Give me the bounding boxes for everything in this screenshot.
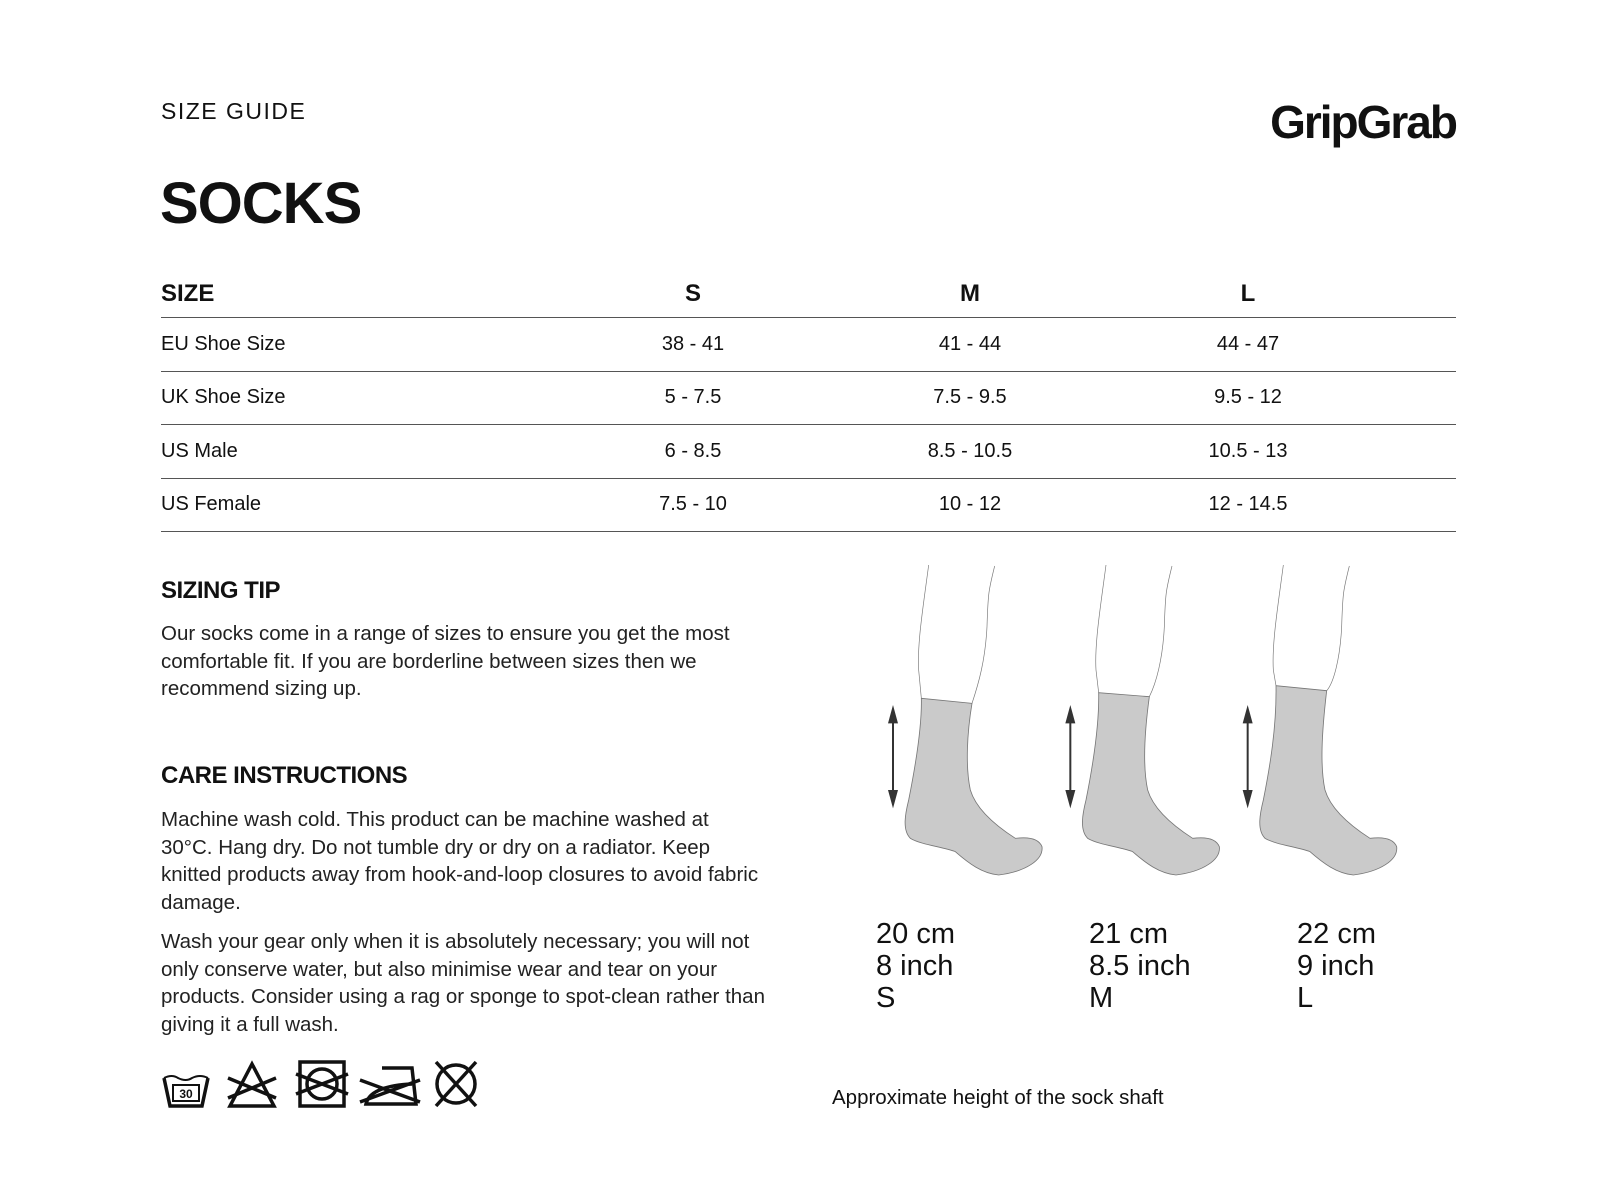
table-row: [161, 479, 1456, 533]
row-value: 44 - 47: [1216, 332, 1280, 355]
page-title: SOCKS: [160, 171, 362, 236]
height-arrow-icon: [1065, 705, 1075, 808]
height-arrow-icon: [888, 705, 898, 808]
row-label: US Female: [161, 493, 262, 516]
row-label: EU Shoe Size: [161, 332, 286, 355]
row-value: 9.5 - 12: [1214, 386, 1282, 409]
shaft-inch: 8 inch: [876, 950, 954, 982]
wash-30-icon: [164, 1076, 208, 1106]
row-value: 7.5 - 9.5: [933, 386, 1007, 409]
size-table: [161, 270, 1456, 532]
no-dry-clean-icon: [436, 1062, 476, 1106]
no-bleach-icon: [228, 1064, 276, 1106]
care-icons: [160, 1058, 500, 1114]
sizing-tip-heading: SIZING TIP: [161, 577, 281, 604]
row-label: US Male: [161, 439, 238, 462]
row-value: 7.5 - 10: [659, 493, 727, 516]
row-value: 41 - 44: [938, 332, 1002, 355]
care-heading: CARE INSTRUCTIONS: [161, 762, 408, 789]
header-s: S: [684, 279, 701, 307]
header-m: M: [960, 279, 980, 307]
row-value: 38 - 41: [661, 332, 725, 355]
shaft-inch: 8.5 inch: [1089, 950, 1191, 982]
svg-text:30: 30: [179, 1087, 193, 1101]
row-value: 8.5 - 10.5: [927, 439, 1013, 462]
shaft-cm: 21 cm: [1089, 918, 1168, 950]
section-label: SIZE GUIDE: [161, 98, 307, 124]
table-row: [161, 372, 1456, 426]
sizing-tip-text: Our socks come in a range of sizes to ensure you get the most comfortable fit. If you are borderline between sizes then we recommend sizing up.: [161, 622, 730, 700]
table-row: [161, 425, 1456, 479]
row-value: 6 - 8.5: [664, 439, 722, 462]
sock-figure: [1065, 565, 1219, 875]
row-value: 10 - 12: [938, 493, 1002, 516]
no-iron-icon: [360, 1068, 420, 1104]
shaft-size-label: [1297, 918, 1376, 1014]
header-size: SIZE: [161, 279, 215, 307]
shaft-size: M: [1089, 982, 1114, 1014]
shaft-size: S: [876, 982, 896, 1014]
shaft-cm: 20 cm: [876, 918, 955, 950]
sock-illustrations: [840, 560, 1440, 900]
row-value: 12 - 14.5: [1208, 493, 1288, 516]
shaft-size-label: [876, 918, 955, 1014]
row-value: 5 - 7.5: [664, 386, 722, 409]
table-row: [161, 318, 1456, 372]
row-value: 10.5 - 13: [1208, 439, 1288, 462]
care-text-2: Wash your gear only when it is absolutely necessary; you will not only conserve water, but also minimise wear and tear on your products. Consider using a rag or sponge to spot-clean rather than giving it a full wash.: [161, 930, 765, 1036]
shaft-size-label: [1089, 918, 1191, 1014]
shaft-size: L: [1297, 982, 1314, 1014]
gripgrab-logo: GripGrab: [1270, 96, 1456, 148]
sock-figure: [888, 565, 1042, 875]
shaft-inch: 9 inch: [1297, 950, 1375, 982]
shaft-cm: 22 cm: [1297, 918, 1376, 950]
height-arrow-icon: [1243, 705, 1253, 808]
no-tumble-dry-icon: [296, 1062, 348, 1106]
header-l: L: [1240, 279, 1256, 307]
shaft-caption: Approximate height of the sock shaft: [832, 1086, 1164, 1109]
row-label: UK Shoe Size: [161, 386, 286, 409]
care-text-1: Machine wash cold. This product can be machine washed at 30°C. Hang dry. Do not tumble dry or dry on a radiator. Keep knitted products away from hook-and-loop closures to avoid fabric damage.: [161, 808, 759, 914]
table-header: [161, 270, 1456, 318]
sock-figure: [1243, 565, 1397, 875]
